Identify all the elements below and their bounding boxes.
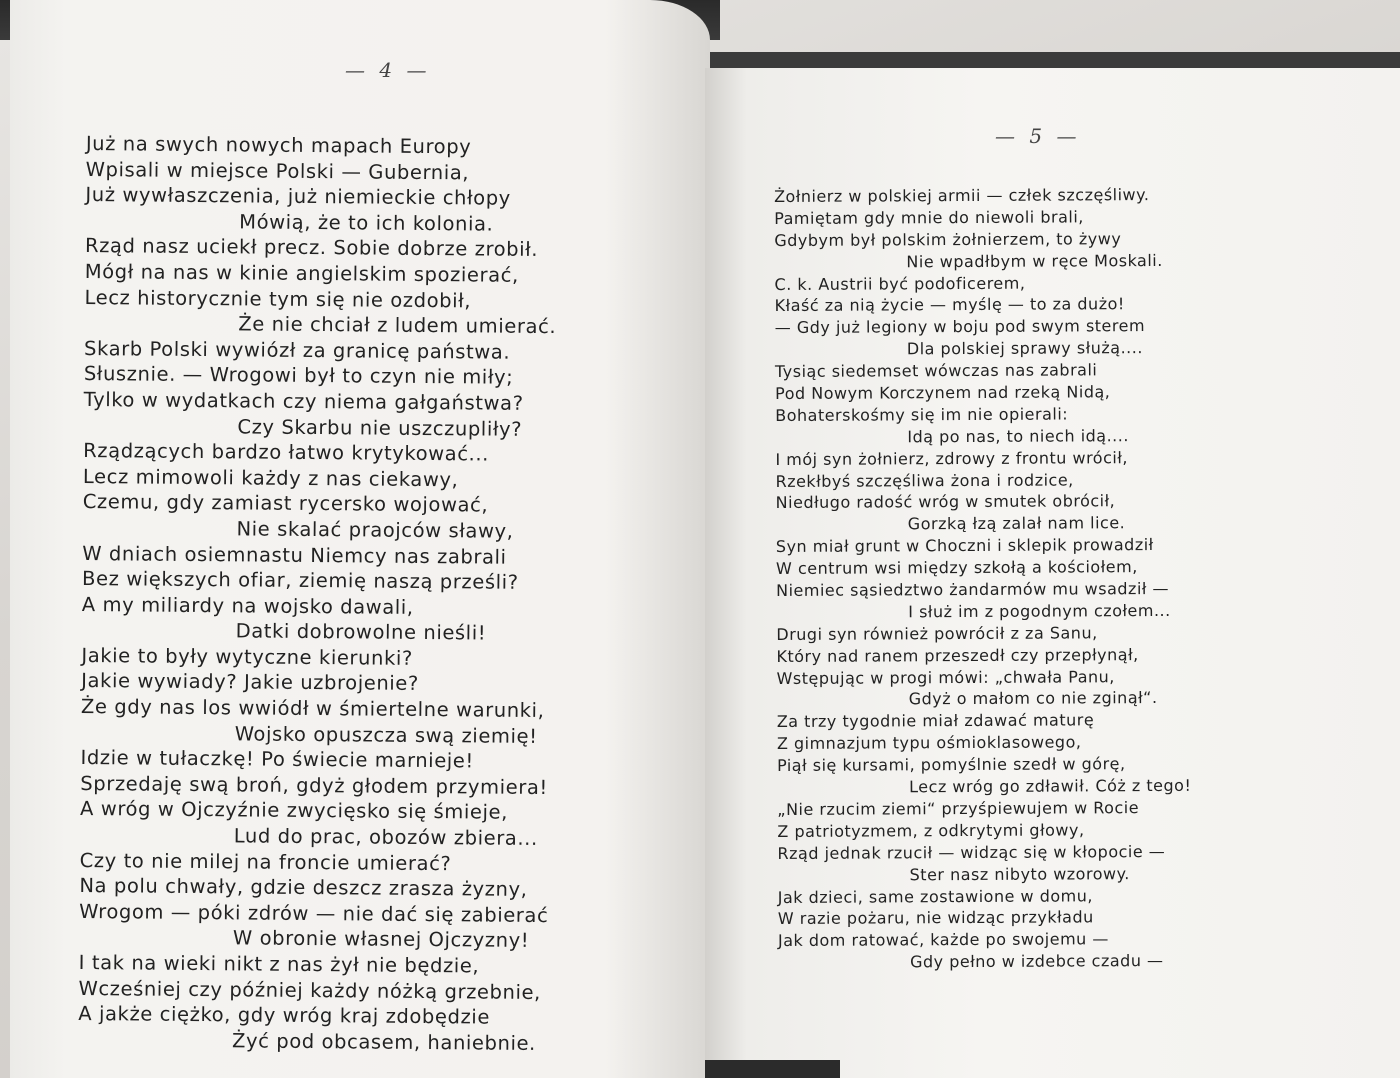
- poem-line: Datki dobrowolne nieśli!: [235, 619, 487, 645]
- poem-line: Rządzących bardzo łatwo krytykować...: [83, 439, 490, 466]
- poem-line: Gdy pełno w izdebce czadu —: [910, 951, 1164, 972]
- left-poem-text: [78, 131, 558, 1056]
- poem-line: W obronie własnej Ojczyzny!: [232, 926, 530, 953]
- poem-line: Rząd nasz uciekł precz. Sobie dobrze zrobił.: [84, 234, 539, 262]
- poem-line: Kłaść za nią życie — myślę — to za dużo!: [774, 294, 1125, 316]
- poem-line: Pamiętam gdy mnie do niewoli brali,: [774, 207, 1084, 228]
- poem-line: Mógł na nas w kinie angielskim spozierać,: [84, 259, 519, 287]
- poem-line: Lecz wróg go zdławił. Cóż z tego!: [909, 775, 1192, 797]
- poem-line: Bez większych ofiar, ziemię naszą prześli?: [81, 567, 519, 594]
- poem-line: Jak dom ratować, każde po swojemu —: [777, 929, 1109, 951]
- poem-line: A my miliardy na wojsko dawali,: [81, 592, 414, 619]
- poem-line: Słusznie. — Wrogowi był to czyn nie miły;: [83, 362, 514, 390]
- poem-line: Rząd jednak rzucił — widząc się w kłopocie —: [777, 841, 1166, 863]
- poem-line: A jakże ciężko, gdy wróg kraj zdobędzie: [78, 1002, 491, 1029]
- poem-line: Za trzy tygodnie miał zdawać maturę: [776, 710, 1095, 732]
- poem-line: W dniach osiemnastu Niemcy nas zabrali: [82, 541, 507, 569]
- poem-line: Niemiec sąsiedztwo żandarmów mu wsadził —: [776, 578, 1170, 601]
- poem-line: Idzie w tułaczkę! Po świecie marnieje!: [80, 746, 474, 773]
- right-poem-text: [774, 184, 1192, 974]
- poem-line: Nie wpadłbym w ręce Moskali.: [906, 250, 1163, 271]
- poem-line: Już na swych nowych mapach Europy: [85, 131, 472, 159]
- poem-line: Skarb Polski wywiózł za granicę państwa.: [84, 336, 511, 364]
- poem-line: Nie skalać praojców sławy,: [236, 517, 514, 543]
- poem-line: Sprzedaję swą broń, gdyż głodem przymiera!: [80, 771, 548, 799]
- poem-line: Dla polskiej sprawy służą....: [906, 338, 1143, 359]
- poem-line: Tylko w wydatkach czy niema gałgaństwa?: [83, 387, 524, 415]
- poem-line: Tysiąc siedemset wówczas nas zabrali: [774, 360, 1098, 382]
- poem-line: W razie pożaru, nie widząc przykładu: [777, 907, 1094, 929]
- poem-line: Gorzką łzą zalał nam lice.: [907, 513, 1126, 534]
- poem-line: Gdybym był polskim żołnierzem, to żywy: [774, 228, 1122, 250]
- poem-line: Gdyż o małom co nie zginął“.: [908, 688, 1158, 709]
- poem-line: Syn miał grunt w Choczni i sklepik prowadził: [775, 535, 1154, 557]
- poem-line: — Gdy już legiony w boju pod swym sterem: [774, 316, 1146, 338]
- poem-line: Że gdy nas los wwiódł w śmiertelne warunki,: [80, 695, 545, 723]
- poem-line: Bohaterskośmy się im nie opierali:: [775, 404, 1069, 425]
- poem-line: Lecz mimowoli każdy z nas ciekawy,: [82, 464, 459, 491]
- poem-line: Lecz historycznie tym się nie ozdobił,: [84, 285, 472, 312]
- poem-line: Wpisali w miejsce Polski — Gubernia,: [85, 157, 470, 184]
- poem-line: I tak na wieki nikt z nas żył nie będzie,: [78, 950, 480, 978]
- poem-line: Czemu, gdy zamiast rycersko wojować,: [82, 490, 489, 517]
- poem-line: Żyć pod obcasem, haniebnie.: [231, 1029, 537, 1055]
- poem-line: Który nad ranem przeszedł czy przepłynął,: [776, 644, 1139, 666]
- poem-line: Z gimnazjum typu ośmioklasowego,: [776, 732, 1082, 754]
- right-page-number: — 5 —: [995, 124, 1081, 148]
- poem-line: Ster nasz nibyto wzorowy.: [909, 863, 1130, 884]
- poem-line: Wojsko opuszcza swą ziemię!: [234, 721, 538, 748]
- poem-line: Idą po nas, to niech idą....: [907, 425, 1129, 447]
- poem-line: A wróg w Ojczyźnie zwycięsko się śmieje,: [79, 797, 509, 825]
- poem-line: W centrum wsi między szkołą a kościołem,: [775, 557, 1138, 579]
- poem-line: Czy to nie milej na froncie umierać?: [79, 848, 452, 875]
- poem-line: Już wywłaszczenia, już niemieckie chłopy: [85, 183, 511, 210]
- poem-line: Że nie chciał z ludem umierać.: [238, 312, 557, 339]
- poem-line: Pod Nowym Korczynem nad rzeką Nidą,: [775, 382, 1111, 404]
- poem-line: Rzekłbyś szczęśliwa żona i rodzice,: [775, 470, 1074, 491]
- poem-line: Lud do prac, obozów zbiera...: [233, 824, 538, 851]
- left-page-number: — 4 —: [345, 58, 431, 82]
- poem-line: Wcześniej czy później każdy nóżką grzebnie,: [78, 976, 542, 1004]
- poem-line: Piął się kursami, pomyślnie szedł w górę,: [776, 754, 1126, 776]
- poem-line: I służ im z pogodnym czołem...: [908, 600, 1171, 622]
- poem-line: Drugi syn również powrócił z za Sanu,: [776, 623, 1098, 644]
- poem-line: Wstępując w progi mówi: „chwała Panu,: [776, 666, 1115, 688]
- right-cover-corner: [705, 1060, 840, 1078]
- poem-line: Jak dzieci, same zostawione w domu,: [777, 885, 1093, 907]
- poem-line: Żołnierz w polskiej armii — człek szczęśliwy.: [774, 185, 1150, 206]
- poem-line: Czy Skarbu nie uszczupliły?: [237, 414, 523, 441]
- poem-line: „Nie rzucim ziemi“ przyśpiewujem w Rocie: [777, 798, 1140, 819]
- poem-line: I mój syn żołnierz, zdrowy z frontu wrócił,: [775, 447, 1128, 469]
- poem-line: Na polu chwały, gdzie deszcz zrasza żyzny,: [79, 874, 528, 902]
- poem-line: Niedługo radość wróg w smutek obrócił,: [775, 491, 1116, 513]
- poem-line: Jakie wywiady? Jakie uzbrojenie?: [81, 669, 420, 696]
- poem-line: C. k. Austrii być podoficerem,: [774, 273, 1026, 294]
- poem-line: Jakie to były wytyczne kierunki?: [81, 643, 413, 670]
- poem-line: Wrogom — póki zdrów — nie dać się zabierać: [79, 899, 549, 927]
- poem-line: Z patriotyzmem, z odkrytymi głowy,: [777, 820, 1085, 841]
- poem-line: Mówią, że to ich kolonia.: [239, 210, 494, 236]
